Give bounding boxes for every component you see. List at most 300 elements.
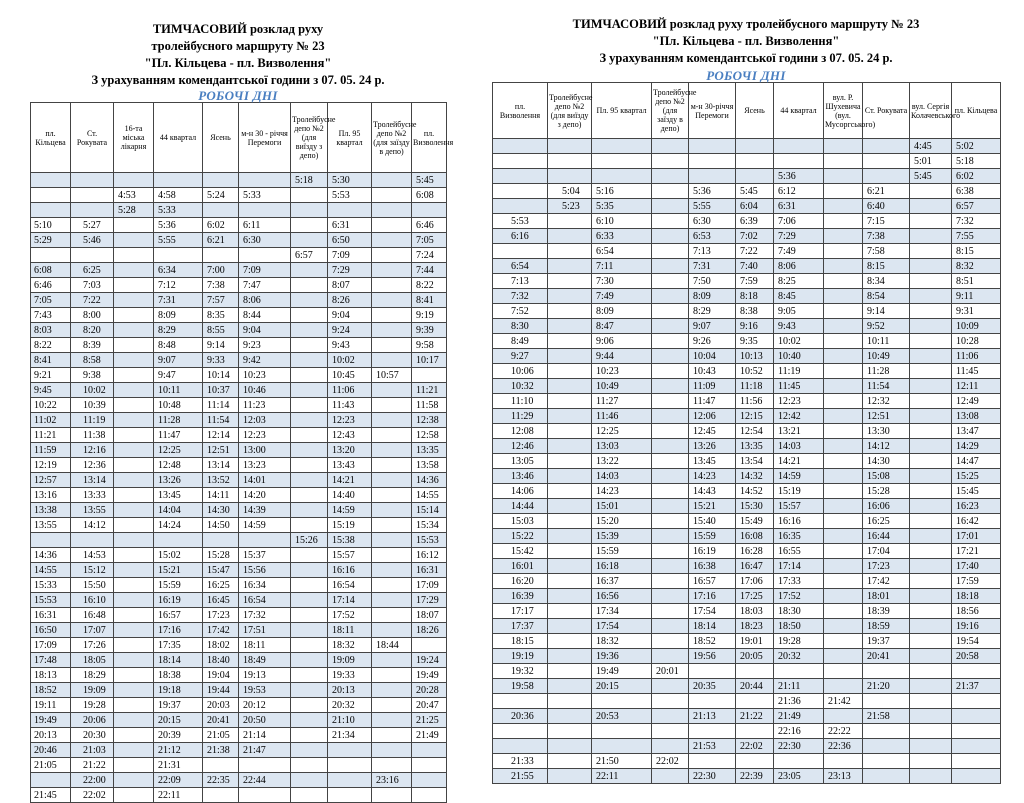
time-cell: 19:37 <box>154 698 203 713</box>
time-cell <box>824 289 863 304</box>
time-cell: 10:11 <box>863 334 910 349</box>
column-header: Ясень <box>736 83 774 139</box>
timetable-row <box>493 139 1001 154</box>
time-cell: 12:38 <box>412 413 447 428</box>
time-cell: 21:37 <box>952 679 1001 694</box>
time-cell: 11:28 <box>863 364 910 379</box>
time-cell <box>291 503 328 518</box>
time-cell <box>652 469 689 484</box>
column-header: Пл. 95 квартал <box>592 83 652 139</box>
time-cell: 8:51 <box>952 274 1001 289</box>
time-cell: 21:34 <box>328 728 372 743</box>
time-cell: 21:49 <box>774 709 824 724</box>
time-cell: 7:09 <box>328 248 372 263</box>
time-cell: 19:56 <box>689 649 736 664</box>
time-cell: 10:02 <box>71 383 114 398</box>
time-cell: 17:07 <box>71 623 114 638</box>
time-cell <box>548 634 592 649</box>
time-cell <box>736 694 774 709</box>
time-cell <box>114 368 154 383</box>
time-cell: 21:25 <box>412 713 447 728</box>
time-cell: 15:45 <box>952 484 1001 499</box>
time-cell: 20:03 <box>203 698 239 713</box>
time-cell <box>652 604 689 619</box>
time-cell <box>652 409 689 424</box>
time-cell: 16:56 <box>592 589 652 604</box>
timetable-row <box>31 473 447 488</box>
time-cell: 13:26 <box>689 439 736 454</box>
time-cell: 7:11 <box>592 259 652 274</box>
time-cell <box>824 424 863 439</box>
timetable-row <box>493 244 1001 259</box>
time-cell <box>203 203 239 218</box>
time-cell <box>114 623 154 638</box>
time-cell: 23:16 <box>372 773 412 788</box>
time-cell: 9:14 <box>203 338 239 353</box>
time-cell <box>689 169 736 184</box>
time-cell: 5:29 <box>31 233 71 248</box>
time-cell: 17:51 <box>239 623 291 638</box>
time-cell <box>952 769 1001 784</box>
time-cell: 10:23 <box>239 368 291 383</box>
time-cell <box>910 574 952 589</box>
time-cell <box>824 529 863 544</box>
time-cell <box>824 709 863 724</box>
time-cell: 8:41 <box>31 353 71 368</box>
timetable-row <box>31 278 447 293</box>
time-cell: 4:58 <box>154 188 203 203</box>
time-cell: 18:32 <box>328 638 372 653</box>
time-cell: 6:57 <box>291 248 328 263</box>
time-cell: 20:12 <box>239 698 291 713</box>
time-cell: 8:49 <box>493 334 548 349</box>
time-cell <box>31 248 71 263</box>
timetable-row <box>31 653 447 668</box>
time-cell: 16:25 <box>203 578 239 593</box>
timetable-row <box>493 499 1001 514</box>
time-cell: 14:21 <box>774 454 824 469</box>
time-cell <box>548 739 592 754</box>
column-header: Пл. 95 квартал <box>328 103 372 173</box>
time-cell <box>114 488 154 503</box>
time-cell <box>372 413 412 428</box>
timetable-row <box>31 548 447 563</box>
time-cell: 14:55 <box>31 563 71 578</box>
time-cell <box>952 724 1001 739</box>
time-cell: 13:30 <box>863 424 910 439</box>
time-cell <box>652 274 689 289</box>
time-cell: 8:06 <box>239 293 291 308</box>
time-cell <box>291 413 328 428</box>
time-cell: 17:33 <box>774 574 824 589</box>
time-cell <box>824 184 863 199</box>
time-cell <box>372 203 412 218</box>
time-cell <box>652 214 689 229</box>
time-cell <box>689 664 736 679</box>
time-cell <box>824 334 863 349</box>
time-cell: 14:23 <box>689 469 736 484</box>
time-cell: 13:35 <box>736 439 774 454</box>
time-cell <box>372 713 412 728</box>
time-cell: 19:54 <box>952 634 1001 649</box>
time-cell <box>910 664 952 679</box>
time-cell <box>652 364 689 379</box>
time-cell <box>548 214 592 229</box>
time-cell <box>952 709 1001 724</box>
time-cell: 18:32 <box>592 634 652 649</box>
time-cell: 14:40 <box>328 488 372 503</box>
time-cell <box>372 488 412 503</box>
time-cell: 21:53 <box>689 739 736 754</box>
time-cell: 20:41 <box>863 649 910 664</box>
time-cell <box>328 743 372 758</box>
time-cell: 17:23 <box>863 559 910 574</box>
time-cell: 22:02 <box>736 739 774 754</box>
column-header: Ясень <box>203 103 239 173</box>
time-cell <box>114 533 154 548</box>
time-cell <box>863 754 910 769</box>
time-cell <box>652 289 689 304</box>
time-cell: 13:33 <box>71 488 114 503</box>
time-cell: 16:31 <box>412 563 447 578</box>
timetable-row <box>31 248 447 263</box>
time-cell: 7:58 <box>863 244 910 259</box>
time-cell <box>328 773 372 788</box>
time-cell <box>372 623 412 638</box>
time-cell <box>239 533 291 548</box>
time-cell: 11:47 <box>689 394 736 409</box>
time-cell: 19:28 <box>774 634 824 649</box>
time-cell <box>863 694 910 709</box>
schedule-title-line-2: "Пл. Кільцева - пл. Визволення" <box>652 34 840 48</box>
time-cell: 13:26 <box>154 473 203 488</box>
time-cell: 8:22 <box>31 338 71 353</box>
time-cell: 18:52 <box>689 634 736 649</box>
time-cell: 19:33 <box>328 668 372 683</box>
time-cell: 10:52 <box>736 364 774 379</box>
time-cell <box>71 173 114 188</box>
time-cell <box>31 773 71 788</box>
time-cell: 12:19 <box>31 458 71 473</box>
time-cell <box>114 473 154 488</box>
time-cell <box>863 769 910 784</box>
time-cell: 18:39 <box>863 604 910 619</box>
time-cell: 10:17 <box>412 353 447 368</box>
time-cell <box>736 664 774 679</box>
time-cell: 14:11 <box>203 488 239 503</box>
time-cell: 6:53 <box>689 229 736 244</box>
time-cell <box>910 649 952 664</box>
schedule-title-line-3: "Пл. Кільцева - пл. Визволення" <box>144 56 332 70</box>
time-cell: 17:23 <box>203 608 239 623</box>
time-cell <box>824 754 863 769</box>
time-cell <box>548 454 592 469</box>
time-cell <box>548 484 592 499</box>
time-cell <box>824 139 863 154</box>
time-cell: 13:55 <box>71 503 114 518</box>
time-cell <box>372 668 412 683</box>
time-cell: 8:09 <box>689 289 736 304</box>
time-cell <box>824 679 863 694</box>
time-cell: 17:06 <box>736 574 774 589</box>
timetable-row <box>493 649 1001 664</box>
time-cell: 16:57 <box>154 608 203 623</box>
time-cell: 8:44 <box>239 308 291 323</box>
timetable-row <box>493 469 1001 484</box>
time-cell: 7:22 <box>736 244 774 259</box>
time-cell <box>372 188 412 203</box>
schedule-title-line-1: ТИМЧАСОВИЙ розклад руху тролейбусного маршруту № 23 <box>572 17 920 31</box>
time-cell <box>736 724 774 739</box>
timetable-row <box>493 514 1001 529</box>
time-cell: 15:37 <box>239 548 291 563</box>
time-cell: 16:31 <box>31 608 71 623</box>
time-cell <box>863 169 910 184</box>
time-cell: 14:20 <box>239 488 291 503</box>
time-cell: 19:13 <box>239 668 291 683</box>
time-cell <box>910 484 952 499</box>
time-cell <box>372 563 412 578</box>
time-cell: 17:09 <box>31 638 71 653</box>
time-cell <box>291 458 328 473</box>
time-cell: 12:48 <box>154 458 203 473</box>
time-cell <box>114 278 154 293</box>
time-cell: 14:53 <box>71 548 114 563</box>
time-cell: 7:13 <box>689 244 736 259</box>
time-cell: 8:41 <box>412 293 447 308</box>
time-cell: 9:11 <box>952 289 1001 304</box>
timetable-row <box>493 394 1001 409</box>
time-cell <box>291 683 328 698</box>
time-cell <box>652 199 689 214</box>
time-cell: 12:49 <box>952 394 1001 409</box>
time-cell <box>291 473 328 488</box>
time-cell: 5:18 <box>952 154 1001 169</box>
time-cell: 15:30 <box>736 499 774 514</box>
timetable-row <box>31 353 447 368</box>
time-cell: 22:02 <box>71 788 114 803</box>
timetable-row <box>493 439 1001 454</box>
timetable-row <box>31 308 447 323</box>
time-cell: 16:23 <box>952 499 1001 514</box>
timetable-row <box>493 274 1001 289</box>
time-cell <box>291 293 328 308</box>
time-cell: 11:06 <box>952 349 1001 364</box>
time-cell: 20:46 <box>31 743 71 758</box>
time-cell <box>291 233 328 248</box>
time-cell: 18:50 <box>774 619 824 634</box>
time-cell: 20:41 <box>203 713 239 728</box>
time-cell: 7:55 <box>952 229 1001 244</box>
time-cell: 22:00 <box>71 773 114 788</box>
time-cell <box>548 574 592 589</box>
time-cell: 14:21 <box>328 473 372 488</box>
time-cell <box>548 604 592 619</box>
time-cell <box>114 263 154 278</box>
timetable-row <box>31 413 447 428</box>
time-cell <box>592 724 652 739</box>
time-cell: 18:02 <box>203 638 239 653</box>
time-cell: 9:38 <box>71 368 114 383</box>
time-cell: 18:13 <box>31 668 71 683</box>
time-cell: 21:10 <box>328 713 372 728</box>
timetable-row <box>31 758 447 773</box>
time-cell <box>372 518 412 533</box>
time-cell: 19:32 <box>493 664 548 679</box>
time-cell <box>114 233 154 248</box>
time-cell <box>910 514 952 529</box>
time-cell: 13:55 <box>31 518 71 533</box>
time-cell: 5:36 <box>154 218 203 233</box>
timetable-row <box>493 769 1001 784</box>
time-cell <box>910 469 952 484</box>
time-cell: 8:29 <box>154 323 203 338</box>
column-header: Тролейбусне депо №2 (для виїзду з депо) <box>291 103 328 173</box>
time-cell: 10:40 <box>774 349 824 364</box>
time-cell: 6:08 <box>31 263 71 278</box>
time-cell <box>548 439 592 454</box>
time-cell <box>548 394 592 409</box>
time-cell <box>114 398 154 413</box>
time-cell: 6:21 <box>203 233 239 248</box>
time-cell: 14:12 <box>71 518 114 533</box>
time-cell <box>736 754 774 769</box>
time-cell: 6:50 <box>328 233 372 248</box>
time-cell: 19:53 <box>239 683 291 698</box>
time-cell <box>910 229 952 244</box>
time-cell <box>910 709 952 724</box>
time-cell: 21:47 <box>239 743 291 758</box>
time-cell: 17:42 <box>203 623 239 638</box>
time-cell <box>824 589 863 604</box>
time-cell <box>372 503 412 518</box>
time-cell: 17:52 <box>328 608 372 623</box>
time-cell: 18:15 <box>493 634 548 649</box>
time-cell <box>372 398 412 413</box>
time-cell: 5:02 <box>952 139 1001 154</box>
column-header: Тролейбусне депо №2 (для виїзду з депо) <box>548 83 592 139</box>
time-cell: 12:45 <box>689 424 736 439</box>
time-cell <box>952 739 1001 754</box>
time-cell <box>689 754 736 769</box>
timetable-row <box>31 623 447 638</box>
time-cell: 11:09 <box>689 379 736 394</box>
time-cell: 15:19 <box>328 518 372 533</box>
timetable-row <box>31 488 447 503</box>
time-cell: 14:36 <box>412 473 447 488</box>
time-cell <box>412 773 447 788</box>
time-cell: 15:01 <box>592 499 652 514</box>
time-cell: 13:05 <box>493 454 548 469</box>
time-cell: 12:15 <box>736 409 774 424</box>
time-cell: 16:16 <box>328 563 372 578</box>
time-cell <box>203 758 239 773</box>
timetable-row <box>31 188 447 203</box>
time-cell <box>652 694 689 709</box>
time-cell <box>291 203 328 218</box>
time-cell <box>291 578 328 593</box>
time-cell: 16:57 <box>689 574 736 589</box>
time-cell: 9:45 <box>31 383 71 398</box>
time-cell: 7:59 <box>736 274 774 289</box>
time-cell <box>910 424 952 439</box>
time-cell: 9:31 <box>952 304 1001 319</box>
time-cell: 19:49 <box>412 668 447 683</box>
time-cell <box>548 379 592 394</box>
time-cell: 15:38 <box>328 533 372 548</box>
time-cell <box>910 199 952 214</box>
time-cell: 10:48 <box>154 398 203 413</box>
time-cell <box>114 173 154 188</box>
time-cell: 9:43 <box>328 338 372 353</box>
time-cell: 5:01 <box>910 154 952 169</box>
time-cell: 12:11 <box>952 379 1001 394</box>
time-cell <box>372 353 412 368</box>
time-cell <box>31 203 71 218</box>
time-cell: 5:53 <box>493 214 548 229</box>
time-cell: 18:56 <box>952 604 1001 619</box>
time-cell <box>548 664 592 679</box>
time-cell <box>291 773 328 788</box>
time-cell <box>910 244 952 259</box>
time-cell: 21:45 <box>31 788 71 803</box>
time-cell: 10:22 <box>31 398 71 413</box>
timetable-row <box>493 454 1001 469</box>
timetable-row <box>493 529 1001 544</box>
time-cell: 21:22 <box>71 758 114 773</box>
time-cell <box>824 439 863 454</box>
time-cell <box>114 218 154 233</box>
time-cell: 6:33 <box>592 229 652 244</box>
time-cell <box>824 544 863 559</box>
time-cell: 11:18 <box>736 379 774 394</box>
time-cell: 12:46 <box>493 439 548 454</box>
time-cell: 11:47 <box>154 428 203 443</box>
time-cell <box>114 638 154 653</box>
time-cell <box>114 788 154 803</box>
time-cell: 15:12 <box>71 563 114 578</box>
time-cell: 18:14 <box>154 653 203 668</box>
time-cell: 19:09 <box>328 653 372 668</box>
time-cell: 5:33 <box>239 188 291 203</box>
time-cell <box>114 773 154 788</box>
time-cell <box>824 664 863 679</box>
time-cell: 16:34 <box>239 578 291 593</box>
time-cell: 13:08 <box>952 409 1001 424</box>
time-cell <box>493 154 548 169</box>
time-cell: 13:21 <box>774 424 824 439</box>
time-cell: 7:31 <box>689 259 736 274</box>
time-cell: 13:23 <box>239 458 291 473</box>
column-header: пл. Кільцева <box>31 103 71 173</box>
time-cell: 18:59 <box>863 619 910 634</box>
time-cell: 5:16 <box>592 184 652 199</box>
time-cell: 15:50 <box>71 578 114 593</box>
timetable-row <box>31 428 447 443</box>
time-cell: 20:36 <box>493 709 548 724</box>
schedule-subtitle: РОБОЧІ ДНІ <box>198 88 278 103</box>
time-cell: 15:59 <box>154 578 203 593</box>
timetable-row <box>493 724 1001 739</box>
time-cell <box>824 619 863 634</box>
column-header: м-н 30-річчя Перемоги <box>689 83 736 139</box>
time-cell <box>493 199 548 214</box>
time-cell <box>910 319 952 334</box>
time-cell <box>114 413 154 428</box>
right-schedule-sheet <box>492 0 1000 784</box>
time-cell: 7:15 <box>863 214 910 229</box>
time-cell: 8:03 <box>31 323 71 338</box>
